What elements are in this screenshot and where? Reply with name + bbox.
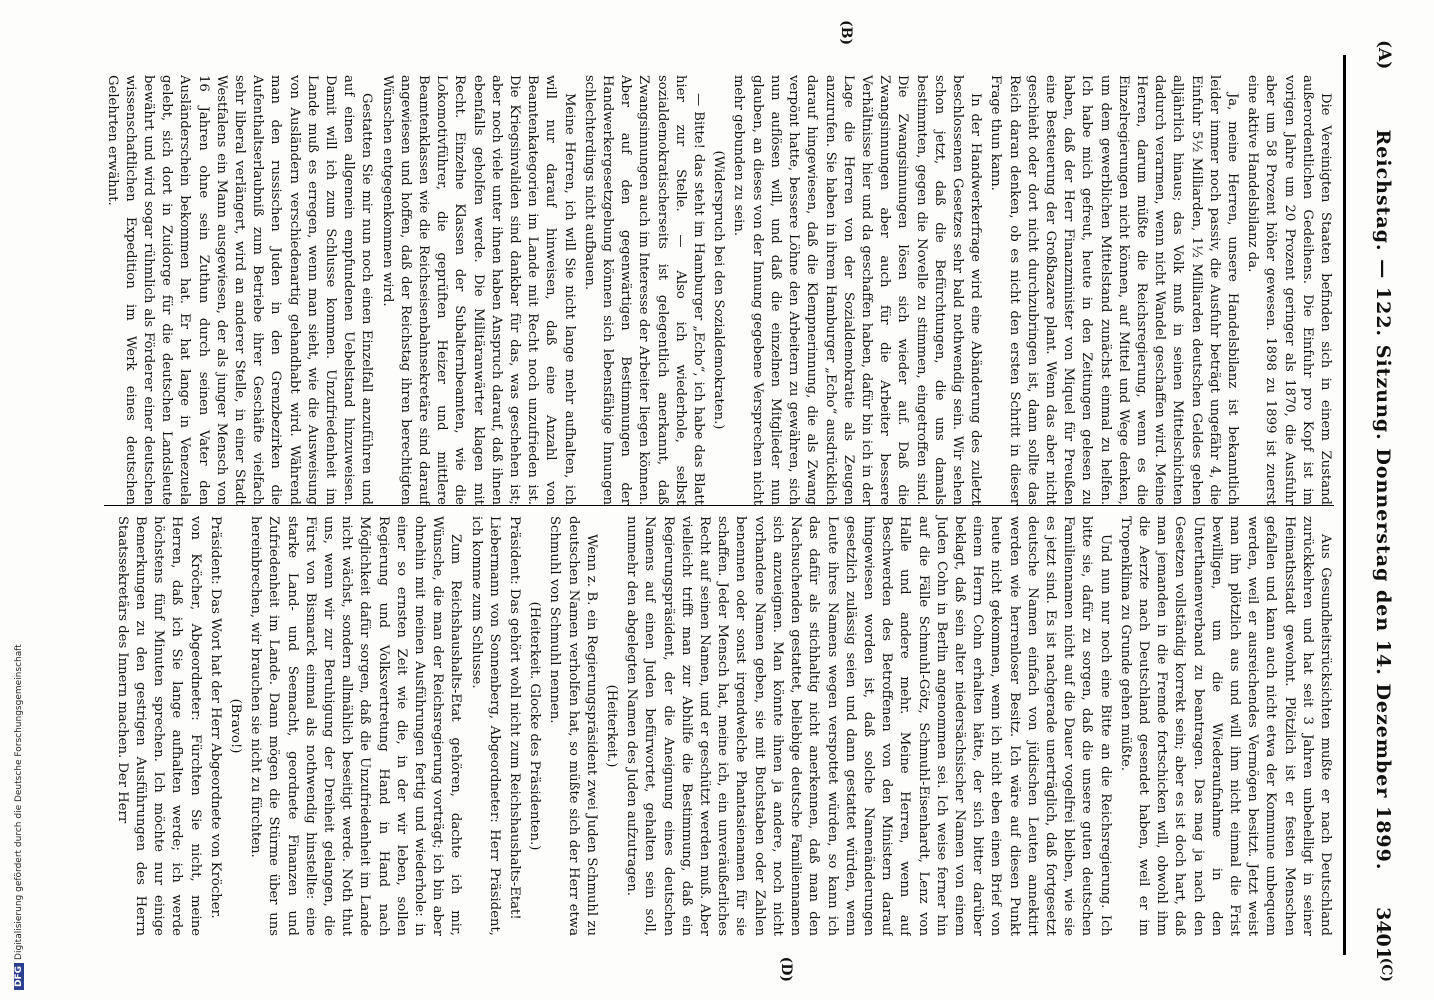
margin-marker-header: (A)	[1374, 40, 1394, 70]
left-column	[104, 75, 1334, 505]
paragraph: Zum Reichshaushalts-Etat gehören, dachte ich mir, Wünsche, die man der Reichsregierung vorträgt; ich bin aber ohnehin mit meinen Ausführungen fertig und wiederhole: in einer so ernsten Zeit wie die, in der wir leben, sollen Regierung und Volksvertretung Hand in Hand nach Möglichkeit dafür sorgen, daß die Unzufriedenheit im Lande nicht wächst, sondern allmählich beseitigt werde. Noth thut uns, wenn wir zur Beruhigung der Dreiheit gelangen, die Fürst von Bismarck einmal als nothwendig hinstellte: eine starke Land- und Seemacht, geordnete Finanzen und Zufriedenheit im Lande. Dann mögen die Stürme über uns hereinbrechen, wir brauchen sie nicht zu fürchten.	[248, 516, 464, 936]
margin-marker-c: (C)	[1378, 957, 1394, 982]
margin-marker-d: (D)	[778, 956, 794, 982]
interjection: (Bravo!)	[228, 698, 244, 754]
interjection: (Heiterkeit. Glocke des Präsidenten.)	[527, 601, 543, 851]
page-header	[1360, 40, 1394, 960]
margin-marker-b: (B)	[838, 20, 854, 46]
speaker-paragraph: Präsident: Das Wort hat der Herr Abgeordnete von Kröcher.	[207, 516, 223, 919]
paragraph: In der Handwerkerfrage wird eine Abänderung des zuletzt beschlossenen Gesetzes sehr bald nothwendig sein. Wir sehen schon jetzt, daß die Befürchtungen, die uns damals bestimmten, gegen die Novelle zu stimmen, eingetroffen sind. Die Zwangsinnungen lösen sich wieder auf. Daß die Zwangsinnungen aber auch für die Arbeiter bessere Verhältnisse hier und da geschaffen haben, dafür bin ich in der Lage die Herren von der Sozialdemokratie als Zeugen anzurufen. Sie haben in ihrem Hamburger „Echo“ ausdrücklich darauf hingewiesen, daß die Klempnerinnung, die als Zwang verpönt hatte, bessere Löhne den Arbeitern zu gewähren, sich nun auflösen will, und daß die einzelnen Mitglieder nun glauben, an dieses von der Innung gegebene Versprechen nicht mehr gebunden zu sein.	[731, 75, 984, 505]
paragraph: Gestatten Sie mir nun noch einen Einzelfall anzuführen und auf einen allgemein empfundenen Uebelstand hinzuweisen. Damit will ich zum Schlusse kommen. Unzufriedenheit im Lande muß es erregen, wenn man sieht, wie die Ausweisung von Ausländern verschiedenartig gehandhabt wird. Während man den russischen Juden in den Grenzbezirken die Aufenthaltserlaubniß zum Betriebe ihrer Geschäfte vielfach sehr liberal verlängert, wird an anderer Stelle, in einer Stadt Westfalens ein Mann ausgewiesen, der als junger Mensch von 16 Jahren ohne sein Zuthun durch seinen Vater den Ausländerschein bekommen hat. Er hat lange in Venezuela gelebt, sich dort in Zuidorge für die deutschen Landsleute bewährt und wird sogar rühmlich als Förderer einer deutschen wissenschaftlichen Expedition im Werk eines deutschen Gelehrten erwähnt.	[104, 75, 375, 505]
header-rule	[1343, 55, 1346, 955]
dfg-logo: DFG	[14, 963, 24, 990]
paragraph: Die Vereinigten Staaten befinden sich in einem Zustand außerordentlichen Gedeihens. Die Einfuhr pro Kopf ist im vorigen Jahre um 20 Prozent geringer als 1870, die Ausfuhr aber um 58 Prozent höher gewesen. 1898 zu 1899 ist zuerst eine aktive Handelsbilanz da.	[1245, 75, 1333, 505]
speaker-paragraph: Präsident: Das gehört wohl nicht zum Reichshaushalts-Etat!	[507, 516, 523, 920]
interjection: (Heiterkeit.)	[604, 684, 620, 768]
paragraph: Wenn z. B. ein Regierungspräsident zwei Juden Schmuhl zu deutschen Namen verholfen hat, so müßte sich der Herr etwa Schmuhl von Schmuhl nennen.	[547, 516, 599, 936]
right-column	[104, 505, 1334, 936]
page-number: 3401	[1372, 907, 1394, 960]
credit-text: Digitalisierung gefördert durch die Deutsche Forschungsgemeinschaft	[14, 644, 24, 960]
paragraph: — Bitte! das steht im Hamburger „Echo“, ich habe das Blatt hier zur Stelle. — Also ich wiederhole, selbst sozialdemokratischerseits ist gelegentlich anerkannt, daß Zwangsinnungen auch im Interesse der Arbeiter liegen können. Aber auf den gegenwärtigen Bestimmungen der Handwerkergesetzgebung können sich lebensfähige Innungen schlechterdings nicht aufbauen.	[581, 75, 707, 505]
paragraph: Ja, meine Herren, unsere Handelsbilanz ist bekanntlich leider immer noch passiv, die Ausfuhr beträgt ungefähr 4, die Einfuhr 5½ Milliarden, 1½ Milliarden deutschen Geldes gehen alljährlich hinaus; das Volk muß in seinen Mittelschichten dadurch verarmen, wenn nicht Wandel geschaffen wird. Meine Herren, darum müßte die Reichsregierung, wenn es die Einzelregierungen nicht können, auf Mittel und Wege denken, um dem gewerblichen Mittelstand zunächst einmal zu helfen. Ich habe mich gefreut, heute in den Zeitungen gelesen zu haben, daß der Herr Finanzminister von Miquel für Preußen eine Besteuerung der Großbazare plant. Wenn das aber nicht geschieht oder dort nicht durchzubringen ist, dann sollte das Reich daran denken, ob es nicht den ersten Schritt in dieser Frage thun kann.	[988, 75, 1240, 505]
running-title: Reichstag. — 122. Sitzung. Donnerstag den 14. Dezember 1899.	[1372, 129, 1394, 871]
funding-credit	[14, 644, 24, 990]
speaker-paragraph: Liebermann von Sonnenberg, Abgeordneter: Herr Präsident, ich komme zum Schlusse.	[468, 516, 502, 936]
paragraph: Meine Herren, ich will Sie nicht lange mehr aufhalten, ich will nur darauf hinweisen, daß eine Anzahl von Beamtenkategorien im Lande mit Recht noch unzufrieden ist. Die Kriegsinvaliden sind dankbar für das, was geschehen ist; aber noch viele unter ihnen haben Anspruch darauf, daß ihnen ebenfalls geholfen werde. Die Militäranwärter klagen mit Recht. Einzelne Klassen der Subalternbeamten, wie die Lokomotivführer, die geprüften Heizer und mittlere Beamtenklassen wie die Reichseisenbahnsekretäre sind darauf angewiesen und hoffen, daß der Reichstag ihren berechtigten Wünschen entgegenkommen wird.	[379, 75, 577, 505]
paragraph: Und nun nur noch eine Bitte an die Reichsregierung. Ich bitte sie, dafür zu sorgen, daß die unsere guten deutschen Familiennamen nicht auf die Dauer vogelfrei bleiben, wie sie es jetzt sind. Es ist nachgerade unerträglich, daß fortgesetzt deutsche Namen einfach von jüdischen Leuten annektirt werden wie herrenloser Besitz. Ich wäre auf diesen Punkt heute nicht gekommen, wenn ich nicht eben einen Brief von einem Herrn Cohn erhalten hätte, der sich bitter darüber beklagt, daß sein alter niedersächsischer Namen von einem Juden Cohn in Berlin angenommen sei. Ich weise ferner hin auf die Fälle Schmuhl-Götz, Schmuhl-Eisenhardt, Lenz von Halle und andere mehr. Meine Herren, wenn auf Beschwerden des Betroffenen von den Ministern darauf hingewiesen worden ist, daß solche Namenänderungen gesetzlich zulässig seien und dann gestattet würden, wenn Leute ihres Namens wegen verspottet würden, so kann ich das dafür als stichhaltig nicht anerkennen, daß man den Nachsuchenden gestattet, beliebige deutsche Familiennamen sich anzueignen. Man könnte ihnen ja andere, noch nicht vorhandene Namen geben, sie mit Buchstaben oder Zahlen benennen oder sonst irgendwelche Phantasienamen für sie schaffen. Jeder Mensch hat, meine ich, ein unveräußerliches Recht auf seinen Namen, und er geschützt werden muß. Aber vielleicht trifft man zur Abhilfe die Bestimmung, daß ein Regierungspräsident, der die Aneignung eines deutschen Namens auf einen Juden befürwortet, gehalten sein soll, nunmehr den abgelegten Namen des Juden aufzutragen.	[624, 516, 1113, 936]
paragraph: Aus Gesundheitsrücksichten mußte er nach Deutschland zurückkehren und hat seit 3 Jahren unbehelligt in seiner Heimathsstadt gewohnt. Plötzlich ist er festen Menschen gefallen und kann auch nicht etwa der Kommune unbequem werden, weil er ausreichendes Vermögen besitzt. Jetzt weist man ihn plötzlich aus und will ihm nicht einmal die Frist bewilligen, um die Wiederaufnahme in den Unterthanenverband zu beantragen. Das mag ja nach den Gesetzen vollständig korrekt sein; aber es ist doch hart, daß man jemanden in die Fremde fortschicken will, obwohl ihm die Aerzte nach Deutschland gesendet haben, weil er im Tropenklima zu Grunde gehen müßte.	[1117, 516, 1333, 936]
interjection: (Widerspruch bei den Sozialdemokraten.)	[711, 150, 727, 430]
speaker-paragraph: von Kröcher, Abgeordneter: Fürchten Sie nicht, meine Herren, daß ich Sie lange aufhalten werde; ich werde höchstens fünf Minuten sprechen. Ich möchte nur einige Bemerkungen zu den gestrigen Ausführungen des Herrn Staatssekretärs des Innern machen. Der Herr	[114, 516, 203, 936]
